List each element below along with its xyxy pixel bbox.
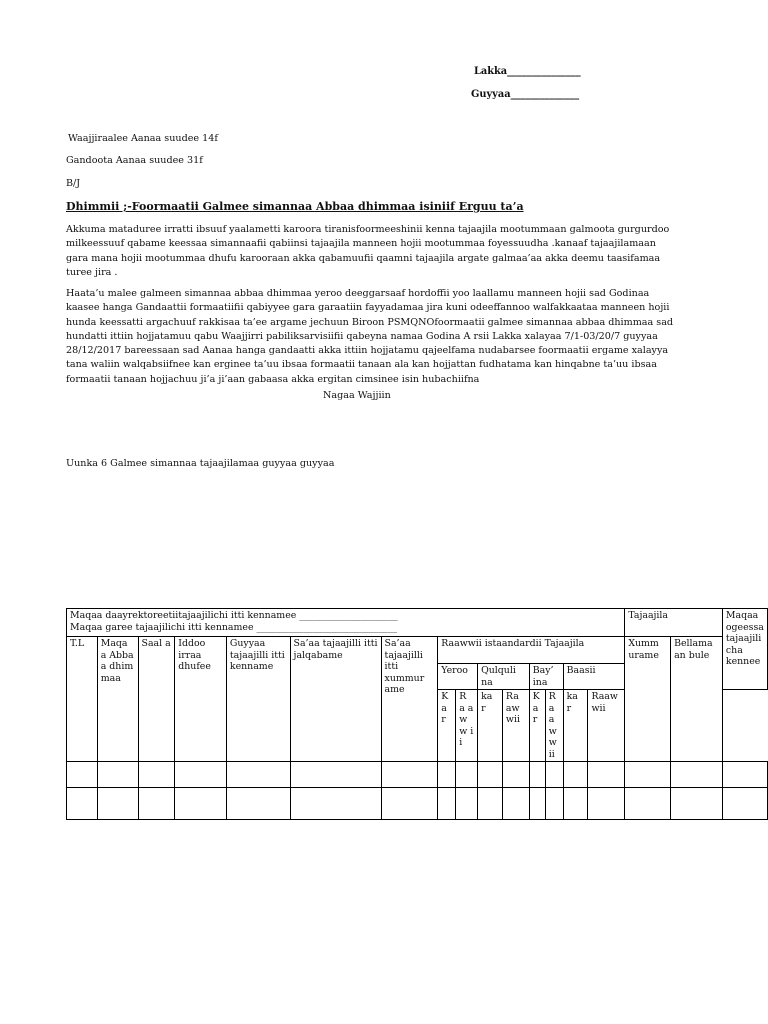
guyyaa-field: Guyyaa______________ <box>471 89 580 100</box>
table-cell[interactable] <box>290 788 381 820</box>
quantity-actual-header: R a a w w ii <box>545 690 563 762</box>
directorate-info-cell <box>67 609 625 637</box>
paragraph-2-line: 28/12/2017 bareessaan sad Aanaa hanga gandaatti akka ittiin hojjatamu qajeelfama nudabarsee foormaatii ergame xalayya <box>66 345 669 357</box>
table-cell[interactable] <box>529 762 545 788</box>
table-cell[interactable] <box>545 788 563 820</box>
table-cell[interactable] <box>529 788 545 820</box>
table-header-row <box>67 637 768 664</box>
col-serial-header: T.L <box>67 637 98 762</box>
tajaajila-header: Tajaajila <box>625 609 723 637</box>
paragraph-2-line: tana waliin walqabsiifnee kan erginee ta’uu ibsaa formaatii tanaan ala kan hojjattan fudhatama kan hinqabne ta’uu ibsaa <box>66 359 657 371</box>
paragraph-1-line: milkeessuuf qabame keessaa simannaafii qabiinsi tajaajila manneen hojii mootummaa foyessuudha .kanaaf tajaajilamaan <box>66 238 656 250</box>
col-sex-header: Saal a <box>138 637 175 762</box>
table-cell[interactable] <box>456 762 478 788</box>
cost-actual-header: Raaw wii <box>588 690 625 762</box>
table-cell[interactable] <box>625 762 671 788</box>
team-name-field: Maqaa garee tajaajilichi itti kennamee ______________________________ <box>70 621 398 633</box>
paragraph-2 <box>66 287 716 387</box>
table-cell[interactable] <box>722 788 767 820</box>
col-end-time-header: Sa’aa tajaajilli itti xummur ame <box>381 637 438 762</box>
table-cell[interactable] <box>588 762 625 788</box>
cost-plan-header: ka r <box>563 690 588 762</box>
table-cell[interactable] <box>67 788 98 820</box>
table-cell[interactable] <box>97 788 138 820</box>
table-cell[interactable] <box>478 788 503 820</box>
table-cell[interactable] <box>722 762 767 788</box>
time-actual-header: R a a w w ii <box>456 690 478 762</box>
table-cell[interactable] <box>175 762 227 788</box>
paragraph-1-line: turee jira . <box>66 266 118 278</box>
table-cell[interactable] <box>588 788 625 820</box>
recipient-line-1: Waajjiraalee Aanaa suudee 14f <box>68 133 218 144</box>
table-cell[interactable] <box>625 788 671 820</box>
paragraph-1-line: gara mana hojii mootummaa dhufu karooraan akka qabamuufii qaamni tajaajila argate galmaa’aa akka deemu taasifamaa <box>66 252 661 264</box>
table-cell[interactable] <box>671 762 723 788</box>
col-start-time-header: Sa’aa tajaajilli itti jalqabame <box>290 637 381 762</box>
lakka-field: Lakka_______________ <box>474 66 581 77</box>
table-row <box>67 788 768 820</box>
table-cell[interactable] <box>502 762 529 788</box>
table-cell[interactable] <box>175 788 227 820</box>
sub-cost-header: Baasii <box>563 664 625 690</box>
table-cell[interactable] <box>226 762 290 788</box>
subject-line: Dhimmii ;-Foormaatii Galmee simannaa Abbaa dhimmaa isiniif Erguu ta’a <box>66 200 524 213</box>
directorate-name-field: Maqaa daayrektoreetiitajaajilichi itti kennamee _____________________ <box>70 610 398 621</box>
col-completed-header: Xumm urame <box>625 637 671 762</box>
paragraph-1 <box>66 223 716 280</box>
quantity-plan-header: K a r <box>529 690 545 762</box>
table-cell[interactable] <box>456 788 478 820</box>
table-cell[interactable] <box>138 788 175 820</box>
table-cell[interactable] <box>671 788 723 820</box>
table-cell[interactable] <box>502 788 529 820</box>
table-cell[interactable] <box>438 788 456 820</box>
table-info-row <box>67 609 768 637</box>
paragraph-1-line: Akkuma mataduree irratti ibsuuf yaalametti karoora tiranisfoormeeshinii kenna tajaajila mootummaan galmoota gurgurdoo <box>66 224 670 235</box>
time-plan-header: K a r <box>438 690 456 762</box>
sub-quality-header: Qulquli na <box>478 664 530 690</box>
col-origin-header: Iddoo irraa dhufee <box>175 637 227 762</box>
paragraph-2-line: hunda keessatti argachuuf rakkisaa ta’ee argame jechuun Biroon PSMQNOfoormaatii galmee simannaa abbaa dhimmaa sad <box>66 316 674 328</box>
table-cell[interactable] <box>97 762 138 788</box>
expert-name-header: Maqaa ogeessa tajaajili cha kennee <box>722 609 767 690</box>
table-cell[interactable] <box>226 788 290 820</box>
table-cell[interactable] <box>563 788 588 820</box>
closing-greeting: Nagaa Wajjiin <box>323 390 391 401</box>
col-service-date-header: Guyyaa tajaajilli itti kenname <box>226 637 290 762</box>
paragraph-2-line: formaatii tanaan hojjachuu ji’a ji’aan gabaasa akka ergitan cimsinee isin hubachiifna <box>66 373 480 385</box>
table-cell[interactable] <box>545 762 563 788</box>
table-cell[interactable] <box>67 762 98 788</box>
table-cell[interactable] <box>438 762 456 788</box>
sub-quantity-header: Bay’ ina <box>529 664 563 690</box>
table-cell[interactable] <box>138 762 175 788</box>
table-cell[interactable] <box>563 762 588 788</box>
service-register-table <box>66 608 768 820</box>
table-cell[interactable] <box>381 762 438 788</box>
quality-plan-header: ka r <box>478 690 503 762</box>
col-client-name-header: Maqa a Abba a dhim maa <box>97 637 138 762</box>
col-postponed-header: Bellama an bule <box>671 637 723 762</box>
table-row <box>67 762 768 788</box>
quality-actual-header: Ra aw wii <box>502 690 529 762</box>
paragraph-2-line: kaasee hanga Gandaattii formaatiifii qabiyyee gara garaatiin fayyadamaa jira kuni odeeffannoo walfakkaataa manneen hojii <box>66 302 670 314</box>
table-cell[interactable] <box>290 762 381 788</box>
recipient-line-3: B/J <box>66 178 81 189</box>
sub-time-header: Yeroo <box>438 664 478 690</box>
paragraph-2-line: Haata’u malee galmeen simannaa abbaa dhimmaa yeroo deeggarsaaf hordoffii yoo laallamu manneen hojii sad Godinaa <box>66 288 650 299</box>
table-cell[interactable] <box>478 762 503 788</box>
attachment-note: Uunka 6 Galmee simannaa tajaajilamaa guyyaa guyyaa <box>66 458 335 469</box>
recipient-line-2: Gandoota Aanaa suudee 31f <box>66 155 203 166</box>
paragraph-2-line: hundatti ittiin hojjatamuu qabu Waajjirri pabiliksarvisiifii qabeyna namaa Godina A rsii Lakka xalayaa 7/1-03/20/7 guyyaa <box>66 330 658 342</box>
col-standard-header: Raawwii istaandardii Tajaajila <box>438 637 625 664</box>
table-cell[interactable] <box>381 788 438 820</box>
